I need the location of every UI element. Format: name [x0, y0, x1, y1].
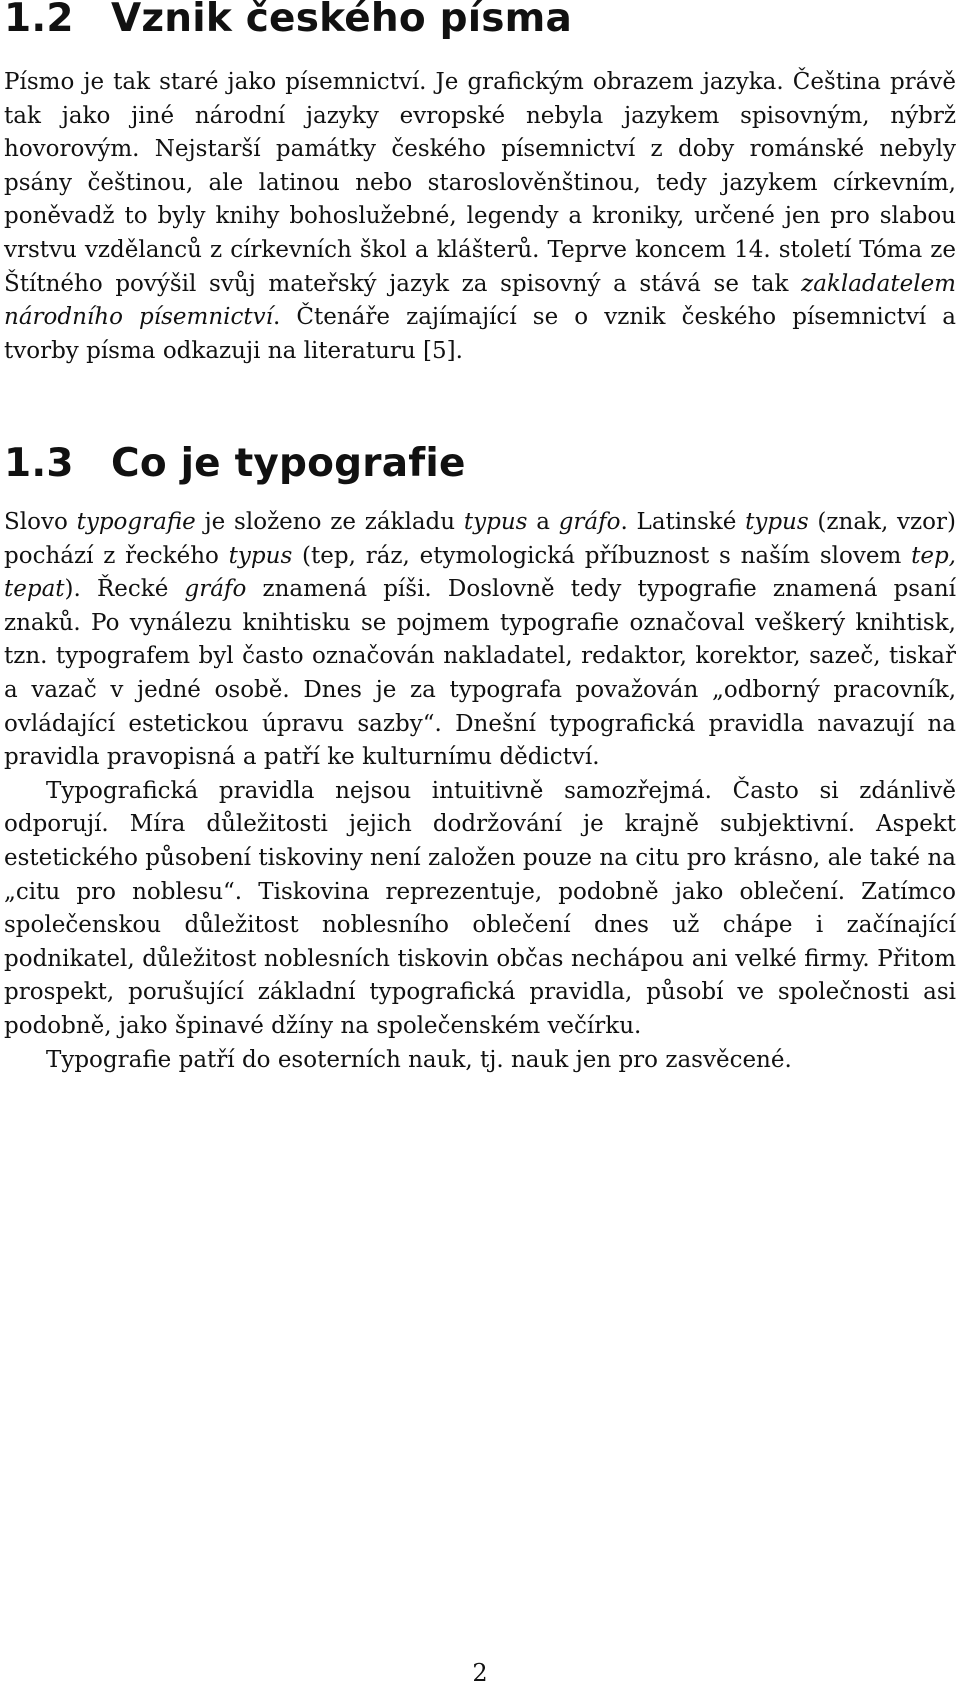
- section-title: Co je typografie: [111, 441, 466, 486]
- text-run: . Latinské: [620, 509, 746, 535]
- italic-text: typus: [745, 509, 809, 535]
- italic-text: gráfo: [558, 509, 621, 535]
- section-body-1-3: [4, 506, 956, 1077]
- section-heading-1-2: [4, 0, 572, 41]
- italic-text: typus: [463, 509, 528, 535]
- italic-text: typografie: [76, 509, 196, 535]
- page-number: 2: [472, 1659, 488, 1687]
- paragraph: Typografie patří do esoterních nauk, tj. nauk jen pro zasvěcené.: [46, 1046, 792, 1073]
- section-heading-1-3: [4, 442, 466, 486]
- paragraph: [4, 66, 956, 368]
- section-body-1-2: [4, 66, 956, 368]
- italic-text: tep, tepat: [4, 542, 956, 603]
- text-run: a: [527, 509, 559, 535]
- text-run: . Čtenáře zajímající se o vznik českého písemnictví a tvorby písma odkazuji na literaturu [5].: [4, 304, 956, 364]
- text-run: Slovo: [4, 509, 77, 535]
- text-run: (znak, vzor) pochází z řeckého: [4, 509, 956, 569]
- paragraph: Typografická pravidla nejsou intuitivně samozřejmá. Často si zdánlivě odporují. Míra důležitosti jejich dodržování je krajně subjektivní. Aspekt estetického působení tiskoviny není založen pouze na citu pro krásno, ale také na „citu pro noblesu“. Tiskovina reprezentuje, podobně jako oblečení. Zatímco společenskou důležitost noblesního oblečení dnes už chápe i začínající podnikatel, důležitost noblesních tiskovin občas nechápou ani velké firmy. Přitom prospekt, porušující základní typografická pravidla, působí ve společnosti asi podobně, jako špinavé džíny na společenském večírku.: [4, 777, 956, 1039]
- text-run: ). Řecké: [64, 576, 185, 603]
- italic-text: zakladatelem národního písemnictví: [4, 270, 956, 331]
- text-run: (tep, ráz, etymologická příbuznost s naším slovem: [292, 542, 912, 569]
- italic-text: typus: [228, 542, 293, 569]
- section-number: 1.2: [4, 0, 74, 41]
- paragraph: [4, 506, 956, 775]
- section-number: 1.3: [4, 441, 74, 486]
- italic-text: gráfo: [184, 576, 247, 603]
- text-run: Písmo je tak staré jako písemnictví. Je grafickým obrazem jazyka. Čeština právě tak jako jiné národní jazyky evropské nebyla jazykem spisovným, nýbrž hovorovým. Nejstarší památky českého písemnictví z doby románské nebyly psány češtinou, ale latinou nebo staroslověnštinou, tedy jazykem církevním, poněvadž to byly knihy bohoslužebné, legendy a kroniky, určené jen pro slabou vrstvu vzdělanců z církevních škol a klášterů. Teprve koncem 14. století Tóma ze Štítného povýšil svůj mateřský jazyk za spisovný a stává se tak: [4, 69, 956, 297]
- text-run: znamená píši. Doslovně tedy typografie znamená psaní znaků. Po vynálezu knihtisku se pojmem typografie označoval veškerý knihtisk, tzn. typografem byl často označován nakladatel, redaktor, korektor, sazeč, tiskař a vazač v jedné osobě. Dnes je za typografa považován „odborný pracovník, ovládající estetickou úpravu sazby“. Dnešní typografická pravidla navazují na pravidla pravopisná a patří ke kulturnímu dědictví.: [4, 576, 956, 771]
- text-run: je složeno ze základu: [195, 509, 464, 535]
- section-title: Vznik českého písma: [111, 0, 573, 41]
- document-page: [4, 0, 956, 1700]
